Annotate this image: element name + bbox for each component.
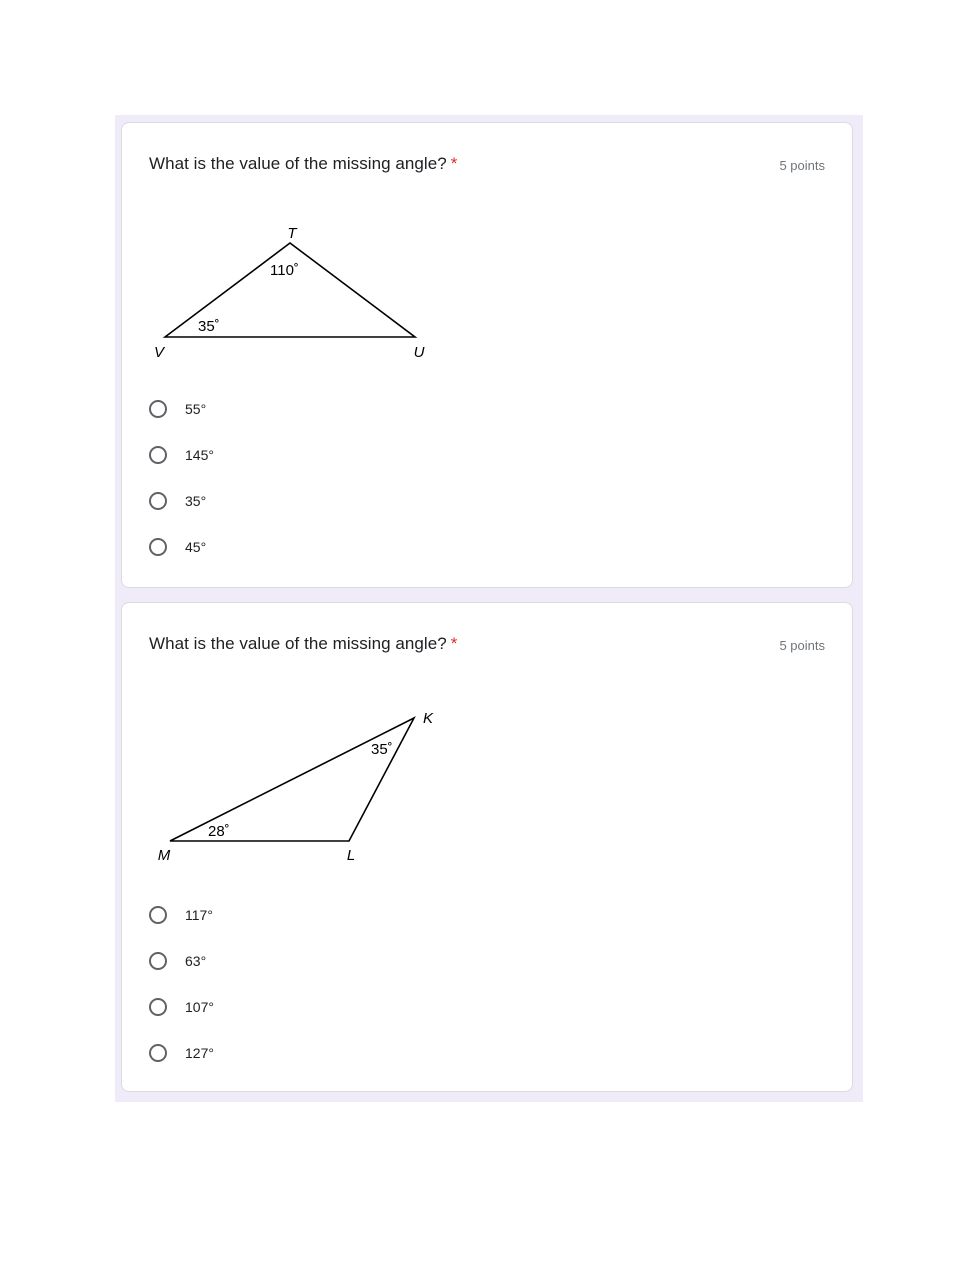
- radio-button[interactable]: [149, 400, 167, 418]
- radio-button[interactable]: [149, 906, 167, 924]
- question-card-1: [121, 122, 853, 588]
- radio-button[interactable]: [149, 446, 167, 464]
- angle-label-k: 35˚: [371, 741, 393, 758]
- radio-button[interactable]: [149, 998, 167, 1016]
- required-asterisk: *: [450, 154, 458, 173]
- options-list: [149, 892, 214, 1076]
- option-2[interactable]: [149, 938, 214, 984]
- vertex-label-k: K: [422, 710, 434, 727]
- option-3[interactable]: [149, 478, 214, 524]
- option-1[interactable]: [149, 386, 214, 432]
- question-title: [149, 154, 457, 174]
- required-asterisk: *: [450, 634, 458, 653]
- option-label: 117°: [185, 907, 213, 923]
- option-label: 63°: [185, 953, 207, 969]
- angle-label-t: 110˚: [270, 262, 299, 279]
- vertex-label-m: M: [157, 847, 171, 864]
- question-text: What is the value of the missing angle?: [149, 634, 447, 653]
- vertex-label-v: V: [153, 344, 165, 361]
- option-label: 35°: [185, 493, 207, 509]
- option-label: 127°: [185, 1045, 214, 1061]
- option-label: 145°: [185, 447, 214, 463]
- triangle-klm-figure: [142, 698, 462, 868]
- angle-label-m: 28˚: [208, 823, 230, 840]
- vertex-label-t: T: [287, 225, 297, 242]
- triangle-klm-shape: [170, 718, 414, 841]
- option-label: 55°: [185, 401, 207, 417]
- points-label: 5 points: [779, 158, 825, 173]
- radio-button[interactable]: [149, 538, 167, 556]
- option-4[interactable]: [149, 1030, 214, 1076]
- option-2[interactable]: [149, 432, 214, 478]
- radio-button[interactable]: [149, 492, 167, 510]
- points-label: 5 points: [779, 638, 825, 653]
- options-list: [149, 386, 214, 570]
- radio-button[interactable]: [149, 1044, 167, 1062]
- question-card-2: [121, 602, 853, 1092]
- question-text: What is the value of the missing angle?: [149, 154, 447, 173]
- option-4[interactable]: [149, 524, 214, 570]
- triangle-tuv-figure: [142, 218, 462, 368]
- option-label: 45°: [185, 539, 207, 555]
- option-label: 107°: [185, 999, 214, 1015]
- question-title: [149, 634, 457, 654]
- option-3[interactable]: [149, 984, 214, 1030]
- angle-label-v: 35˚: [198, 318, 220, 335]
- option-1[interactable]: [149, 892, 214, 938]
- radio-button[interactable]: [149, 952, 167, 970]
- vertex-label-u: U: [413, 344, 425, 361]
- vertex-label-l: L: [346, 847, 356, 864]
- triangle-klm-svg: [142, 698, 462, 868]
- triangle-tuv-svg: [142, 218, 462, 368]
